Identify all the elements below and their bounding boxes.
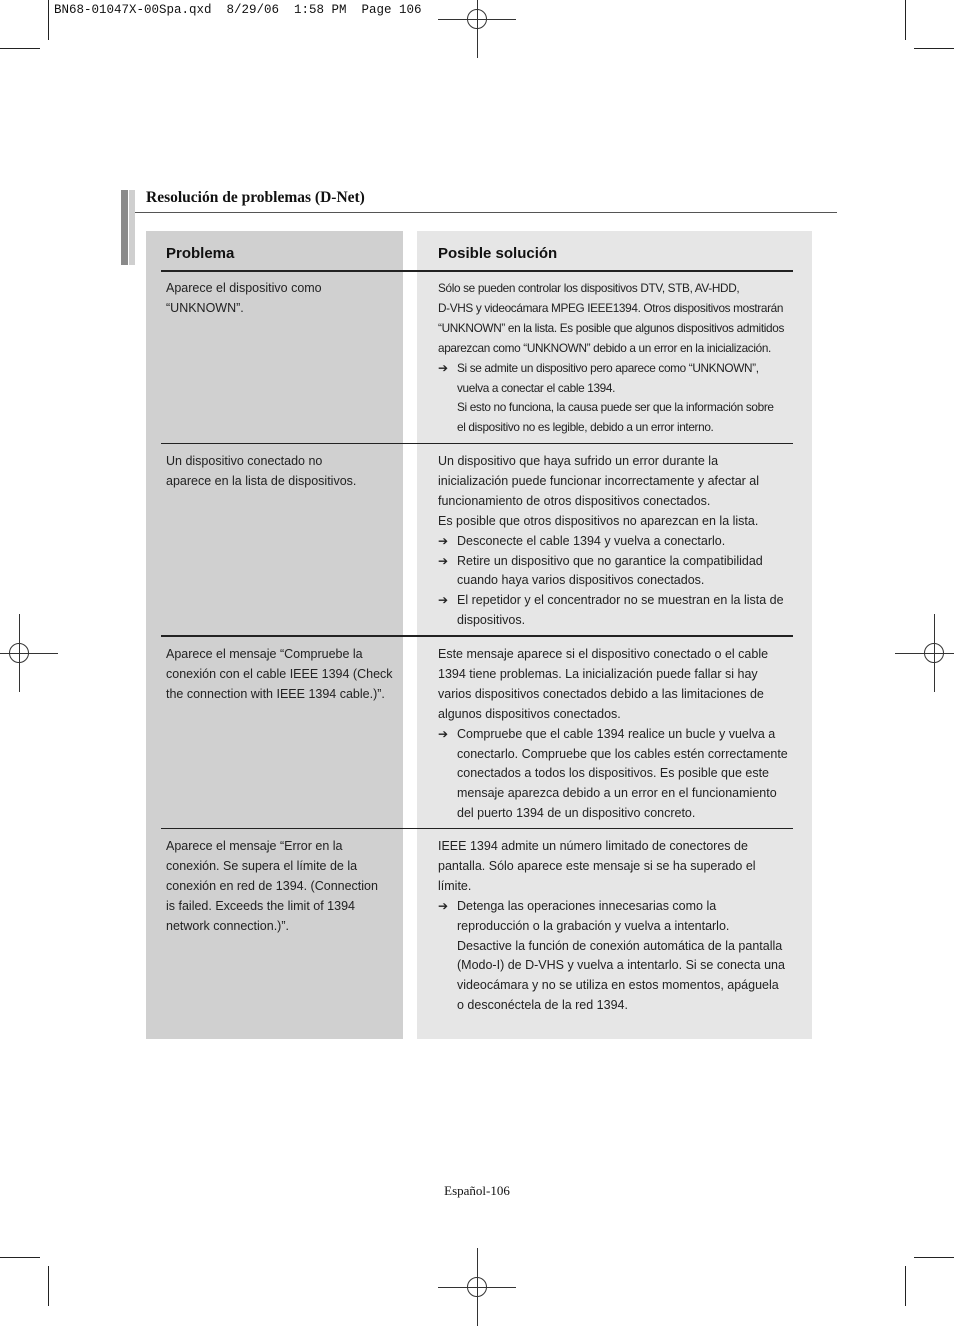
solution-line: funcionamiento de otros dispositivos conectados. bbox=[438, 493, 711, 508]
problem-line: Aparece el mensaje “Compruebe la bbox=[166, 647, 363, 661]
crop-mark bbox=[914, 1257, 954, 1258]
section-title: Resolución de problemas (D-Net) bbox=[146, 189, 365, 206]
problem-line: Aparece el dispositivo como bbox=[166, 281, 322, 295]
solution-line: pantalla. Sólo aparece este mensaje si se ha superado el bbox=[438, 858, 756, 873]
solution-line: Es posible que otros dispositivos no aparezcan en la lista. bbox=[438, 513, 759, 528]
solution-line: inicialización puede funcionar incorrectamente y afectar al bbox=[438, 473, 760, 488]
solution-line: algunos dispositivos conectados. bbox=[438, 706, 621, 721]
registration-mark-right bbox=[895, 614, 954, 692]
solution-line-indented: conectados a todos los dispositivos. Es posible que este bbox=[457, 766, 769, 781]
solution-line-indented: cuando haya varios dispositivos conectados. bbox=[457, 573, 705, 588]
crop-mark bbox=[48, 1266, 49, 1306]
header-rule bbox=[161, 270, 793, 272]
solution-line-indented: mensaje aparezca debido a un error en el funcionamiento bbox=[457, 786, 777, 801]
row-divider bbox=[161, 443, 793, 444]
crop-mark bbox=[905, 0, 906, 40]
crop-mark bbox=[914, 48, 954, 49]
solution-line: Un dispositivo que haya sufrido un error durante la bbox=[438, 454, 719, 468]
problem-line: conexión con el cable IEEE 1394 (Check bbox=[166, 666, 393, 681]
solution-line: límite. bbox=[438, 878, 472, 893]
solution-line-indented: conectarlo. Compruebe que los cables estén correctamente bbox=[457, 746, 788, 761]
solution-line: “UNKNOWN” en la lista. Es posible que algunos dispositivos admitidos bbox=[438, 320, 784, 335]
problem-line: conexión. Se supera el límite de la bbox=[166, 858, 358, 873]
solution-step-arrow-icon: ➔ El repetidor y el concentrador no se muestran en la lista de bbox=[438, 591, 796, 611]
problem-line: Aparece el mensaje “Error en la bbox=[166, 839, 343, 853]
problem-line: is failed. Exceeds the limit of 1394 bbox=[166, 898, 355, 913]
solution-line-indented: o desconéctela de la red 1394. bbox=[457, 998, 628, 1013]
solution-step-arrow-icon: ➔ Desconecte el cable 1394 y vuelva a conectarlo. bbox=[438, 532, 796, 552]
crop-mark bbox=[0, 1257, 40, 1258]
solution-cell bbox=[438, 452, 796, 631]
solution-step-arrow-icon: ➔ Compruebe que el cable 1394 realice un bucle y vuelva a bbox=[438, 725, 796, 745]
solution-line: 1394 tiene problemas. La inicialización puede fallar si hay bbox=[438, 666, 758, 681]
solution-cell bbox=[438, 279, 796, 438]
solution-line: D-VHS y videocámara MPEG IEEE1394. Otros dispositivos mostrarán bbox=[438, 300, 784, 315]
solution-column-header: Posible solución bbox=[438, 245, 558, 262]
solution-line-indented: vuelva a conectar el cable 1394. bbox=[457, 380, 616, 395]
crop-mark bbox=[48, 0, 49, 40]
section-rule bbox=[135, 212, 837, 213]
row-divider bbox=[161, 635, 793, 637]
page-number: Español-106 bbox=[444, 1183, 510, 1198]
solution-line-indented: videocámara y no se utiliza en estos momentos, apáguela bbox=[457, 978, 779, 993]
problem-cell bbox=[166, 645, 400, 705]
problem-line: network connection.)”. bbox=[166, 918, 289, 933]
problem-line: Un dispositivo conectado no bbox=[166, 454, 323, 468]
problem-line: “UNKNOWN”. bbox=[166, 300, 244, 315]
solution-step-arrow-icon: ➔ Detenga las operaciones innecesarias como la bbox=[438, 897, 796, 917]
print-slug-line: BN68-01047X-00Spa.qxd 8/29/06 1:58 PM Page 106 bbox=[54, 3, 422, 17]
solution-line-indented: el dispositivo no es legible, debido a un error interno. bbox=[457, 420, 714, 435]
section-marker-bar-light bbox=[129, 190, 135, 265]
solution-line-indented: del puerto 1394 de un dispositivo concreto. bbox=[457, 806, 696, 821]
solution-cell bbox=[438, 837, 796, 1016]
registration-mark-top bbox=[438, 0, 516, 58]
problem-line: conexión en red de 1394. (Connection bbox=[166, 878, 378, 893]
solution-line-indented: Desactive la función de conexión automática de la pantalla bbox=[457, 938, 783, 953]
solution-line: aparezcan como “UNKNOWN” debido a un error en la inicialización. bbox=[438, 340, 771, 355]
problem-line: aparece en la lista de dispositivos. bbox=[166, 473, 357, 488]
solution-line-indented: dispositivos. bbox=[457, 613, 526, 628]
solution-line-indented: reproducción o la grabación y vuelva a intentarlo. bbox=[457, 918, 730, 933]
problem-cell bbox=[166, 837, 400, 937]
registration-mark-bottom bbox=[438, 1248, 516, 1326]
solution-step-arrow-icon: ➔ Si se admite un dispositivo pero aparece como “UNKNOWN”, bbox=[438, 359, 796, 379]
solution-step-arrow-icon: ➔ Retire un dispositivo que no garantice la compatibilidad bbox=[438, 552, 796, 572]
solution-line: varios dispositivos conectados debido a las limitaciones de bbox=[438, 686, 764, 701]
solution-line-indented: (Modo-I) de D-VHS y vuelva a intentarlo. Si se conecta una bbox=[457, 958, 785, 973]
problem-cell bbox=[166, 452, 400, 492]
problem-column-header: Problema bbox=[166, 245, 235, 262]
problem-line: the connection with IEEE 1394 cable.)”. bbox=[166, 686, 385, 701]
solution-line: IEEE 1394 admite un número limitado de conectores de bbox=[438, 839, 748, 853]
crop-mark bbox=[0, 48, 40, 49]
crop-mark bbox=[905, 1266, 906, 1306]
problem-cell bbox=[166, 279, 400, 319]
solution-line: Este mensaje aparece si el dispositivo conectado o el cable bbox=[438, 647, 769, 661]
solution-cell bbox=[438, 645, 796, 824]
solution-line-indented: Si esto no funciona, la causa puede ser que la información sobre bbox=[457, 400, 774, 415]
solution-line: Sólo se pueden controlar los dispositivos DTV, STB, AV-HDD, bbox=[438, 281, 740, 295]
row-divider bbox=[161, 828, 793, 829]
section-marker-bar bbox=[121, 190, 128, 265]
registration-mark-left bbox=[0, 614, 58, 692]
